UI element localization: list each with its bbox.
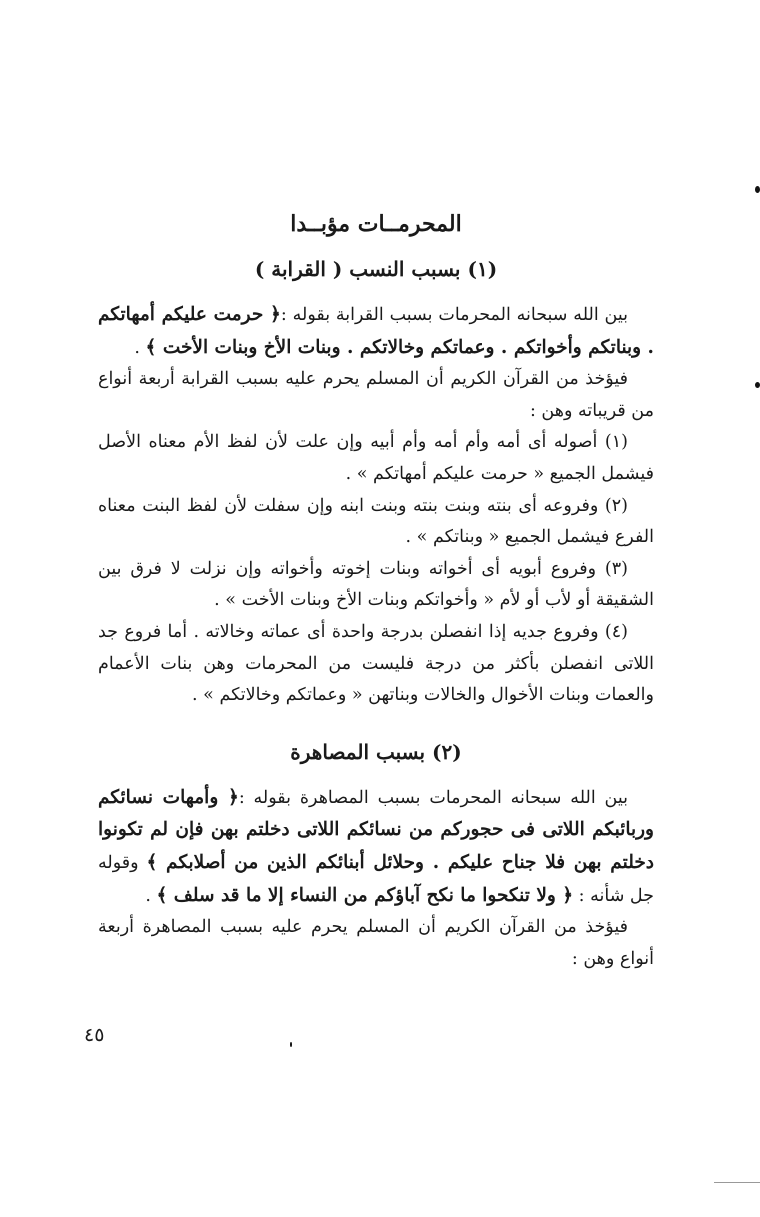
scan-speck-middle	[755, 382, 760, 388]
scan-edge-line	[714, 1182, 760, 1183]
page-title: المحرمــات مؤبــدا	[290, 211, 462, 237]
kinship-item-2: (٢) وفروعه أى بنته وبنت بنته وبنت ابنه وإن سفلت لأن لفظ البنت معناه الفرع فيشمل الجميع « وبناتكم » .	[98, 495, 654, 548]
kinship-item-1: (١) أصوله أى أمه وأم أمه وأم أبيه وإن علت لأن لفظ الأم معناه الأصل فيشمل الجميع « حرمت عليكم أمهاتكم » .	[98, 432, 654, 484]
section-heading-marriage: (٢) بسبب المصاهرة	[290, 739, 462, 764]
marriage-intro-text: بين الله سبحانه المحرمات بسبب المصاهرة بقوله :	[238, 787, 628, 808]
marriage-quran-quote-1: ﴿ وأمهات نسائكم وربائبكم اللاتى فى حجوركم من نسائكم اللاتى دخلتم بهن فإن لم تكونوا دخلتم بهن فلا جناح عليكم . وحلائل أبنائكم الذين من أصلابكم ﴾	[98, 786, 654, 873]
page-content	[98, 205, 654, 975]
kinship-intro-text: بين الله سبحانه المحرمات بسبب القرابة بقوله :	[280, 305, 628, 325]
scan-speck-top	[755, 186, 760, 193]
marriage-quote-end: .	[145, 885, 157, 906]
kinship-item-3: (٣) وفروع أبويه أى أخواته وبنات إخوته وأخواته وإن نزلت لا فرق بين الشقيقة أو لأب أو لأم « وأخواتكم وبنات الأخ وبنات الأخت » .	[98, 558, 654, 611]
kinship-item-4: (٤) وفروع جديه إذا انفصلن بدرجة واحدة أى عماته وخالاته . أما فروع جد اللاتى انفصلن بأكثر من درجة فليست من المحرمات وهن بنات الأعمام والعمات وبنات الأخوال والخالات وبناتهن « وعماتكم وخالاتكم » .	[98, 621, 654, 706]
kinship-summary-paragraph: فيؤخذ من القرآن الكريم أن المسلم يحرم عليه بسبب القرابة أربعة أنواع من قريباته وهن :	[98, 369, 654, 421]
marriage-intro-paragraph	[98, 782, 654, 912]
page-number: ٤٥	[84, 1024, 105, 1046]
marriage-quran-quote-2: ﴿ ولا تنكحوا ما نكح آباؤكم من النساء إلا ما قد سلف ﴾	[156, 884, 574, 906]
kinship-intro-paragraph	[98, 299, 654, 364]
marriage-connector-text: وقوله جل شأنه :	[98, 852, 654, 906]
marriage-summary-paragraph: فيؤخذ من القرآن الكريم أن المسلم يحرم عليه بسبب المصاهرة أربعة أنواع وهن :	[98, 917, 654, 969]
section-heading-kinship: (١) بسبب النسب ( القرابة )	[254, 257, 498, 281]
scan-speck-bottom	[290, 1042, 292, 1047]
kinship-quote-end: .	[134, 337, 146, 358]
kinship-quran-quote: ﴿ حرمت عليكم أمهاتكم . وبناتكم وأخواتكم . وعماتكم وخالاتكم . وبنات الأخ وبنات الأخت ﴾	[98, 304, 654, 358]
